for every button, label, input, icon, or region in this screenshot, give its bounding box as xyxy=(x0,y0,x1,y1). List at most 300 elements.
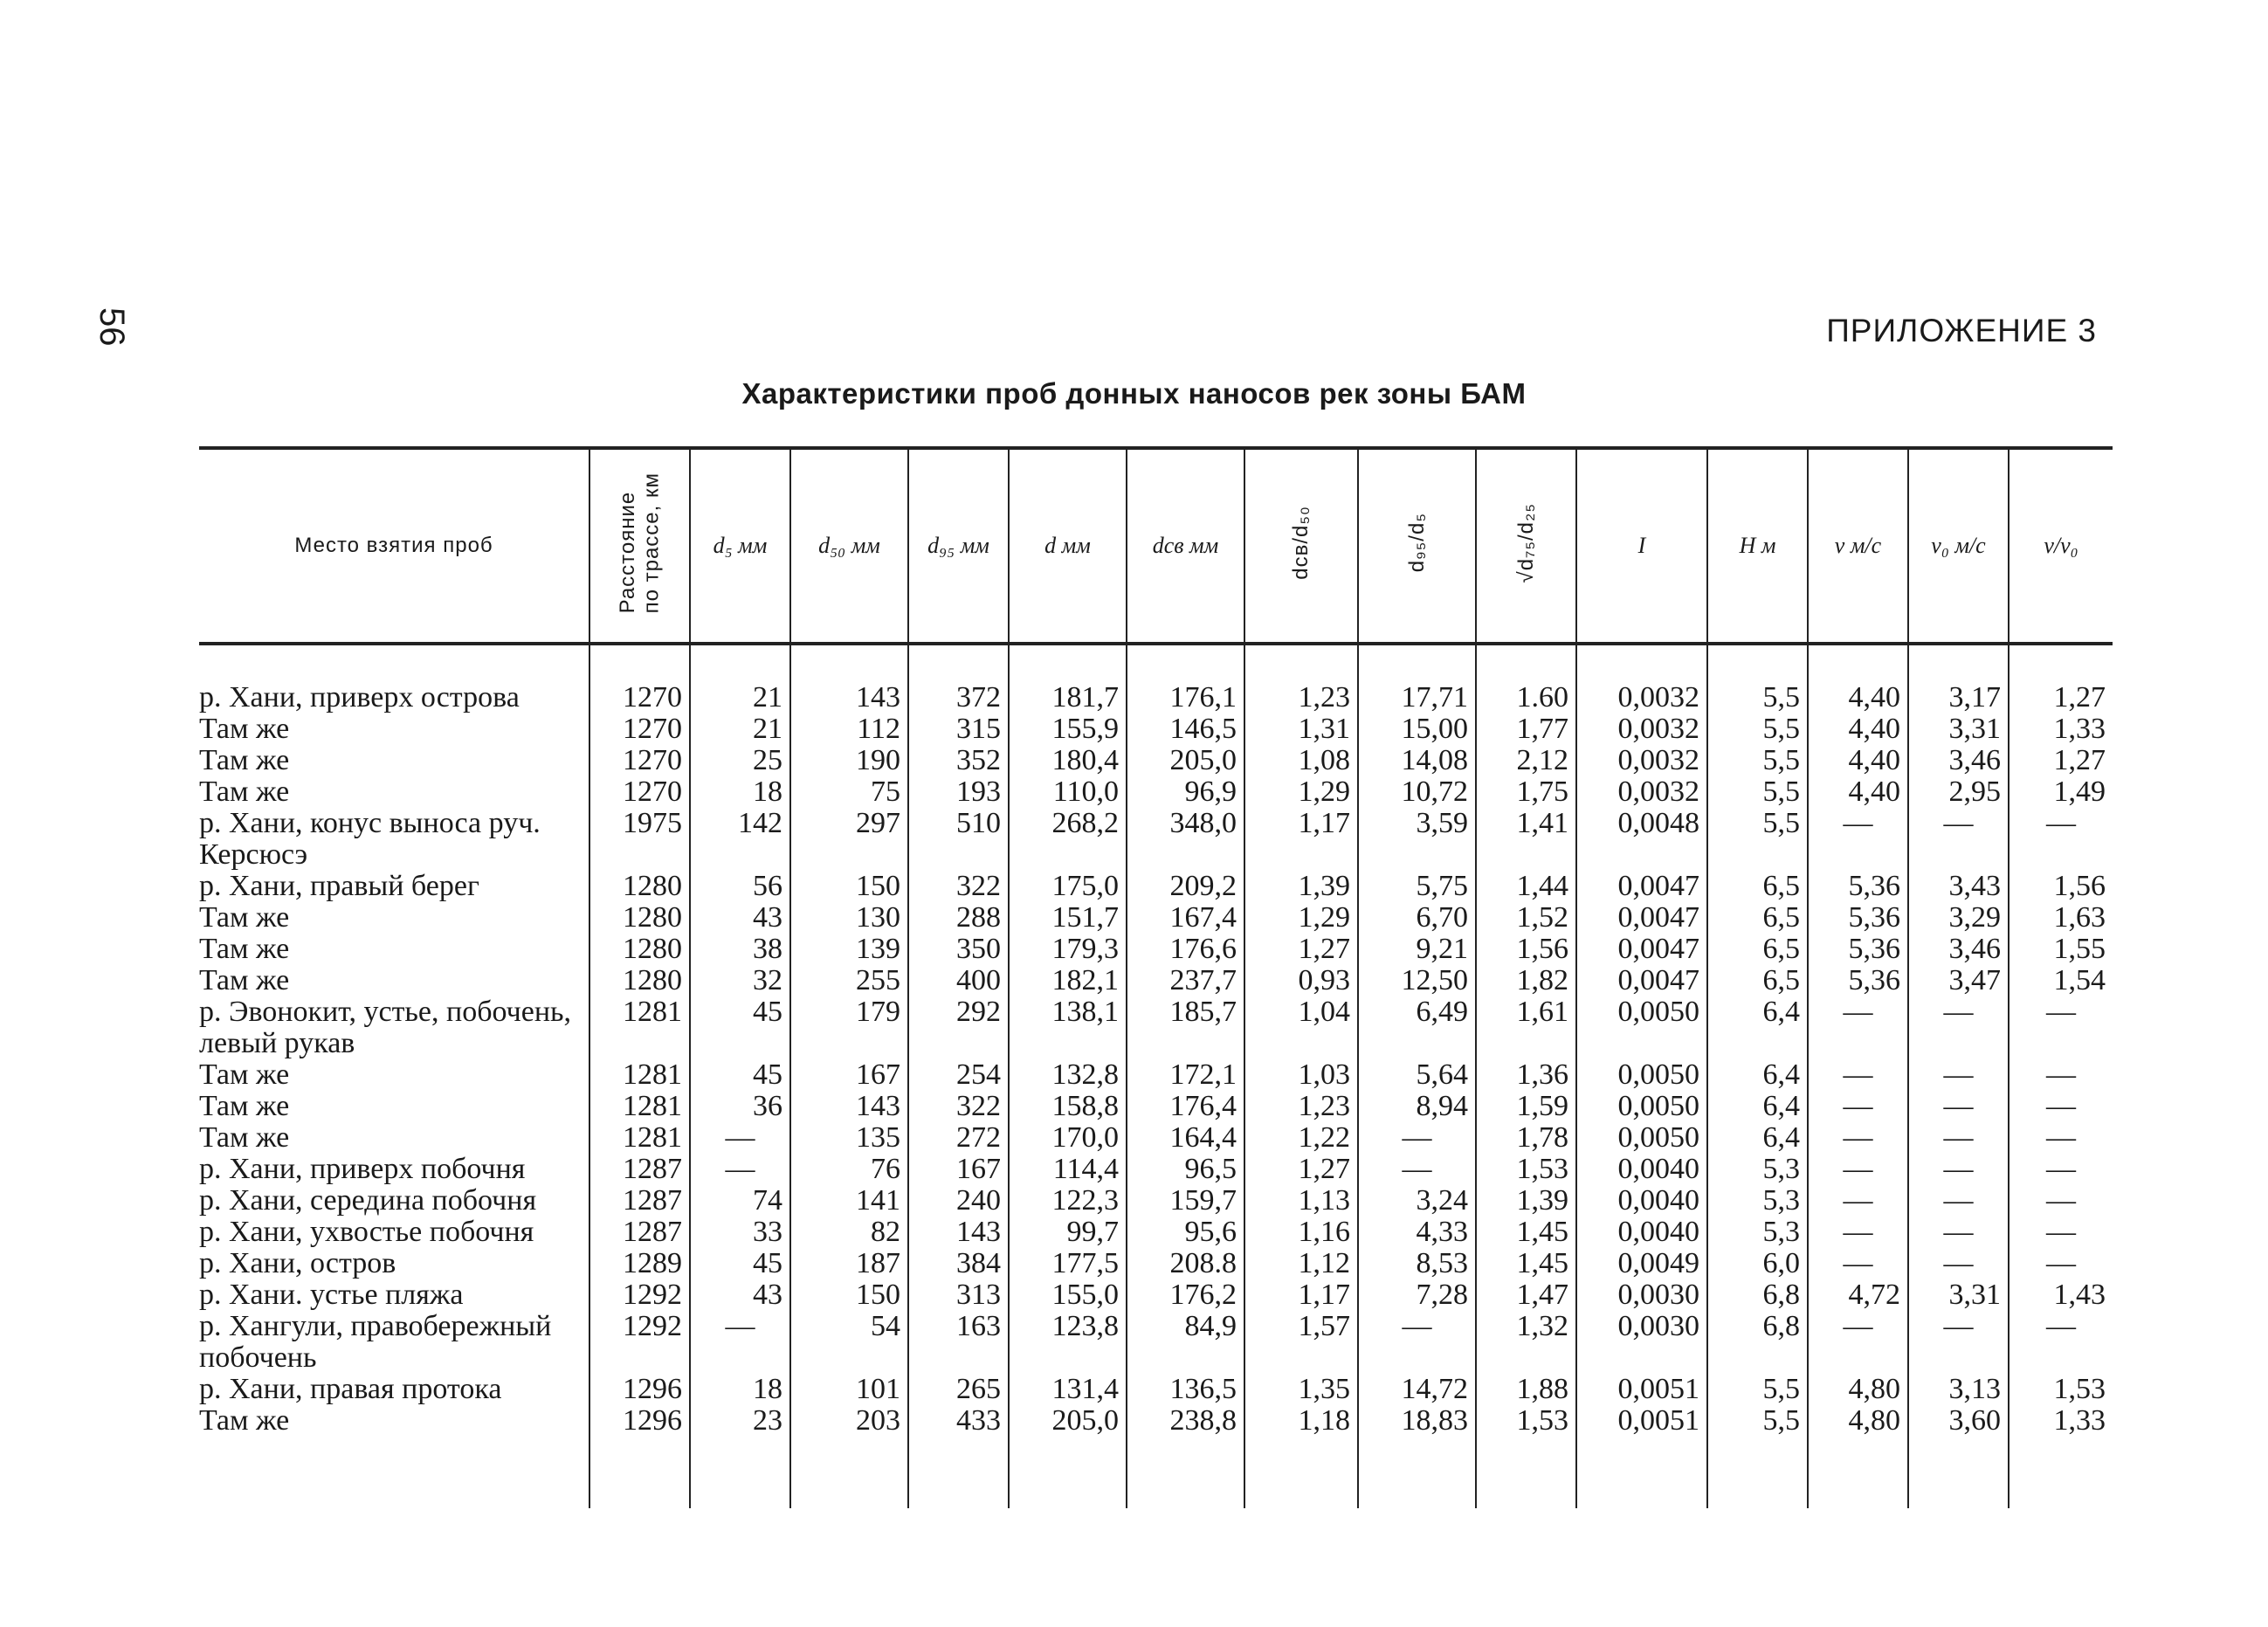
cell-d95: 433 xyxy=(908,1405,1009,1437)
cell-dcv: 172,1 xyxy=(1127,1059,1244,1091)
cell-d95: 384 xyxy=(908,1248,1009,1279)
table-row xyxy=(199,1405,2113,1437)
cell-distance: 1280 xyxy=(589,934,690,965)
spacer-cell xyxy=(1707,644,1808,682)
cell-velocity: 4,40 xyxy=(1808,714,1908,745)
spacer-cell xyxy=(1127,644,1244,682)
cell-velocity: 5,36 xyxy=(1808,871,1908,902)
cell-d5: — xyxy=(690,1154,790,1185)
cell-slope: 0,0032 xyxy=(1576,682,1707,714)
cell-d50: 141 xyxy=(790,1185,908,1217)
cell-velocity0: 3,46 xyxy=(1908,745,2009,776)
cell-d95-d5: 3,59 xyxy=(1358,808,1476,871)
cell-slope: 0,0040 xyxy=(1576,1185,1707,1217)
cell-dcv: 164,4 xyxy=(1127,1122,1244,1154)
spacer-cell xyxy=(2009,644,2113,682)
cell-d5: 43 xyxy=(690,902,790,934)
cell-slope: 0,0032 xyxy=(1576,776,1707,808)
col-d5: d₅ мм xyxy=(690,448,790,644)
cell-sqrt-ratio: 1,59 xyxy=(1476,1091,1576,1122)
cell-velocity-ratio: 1,54 xyxy=(2009,965,2113,996)
cell-sqrt-ratio: 1,53 xyxy=(1476,1405,1576,1437)
cell-velocity: 5,36 xyxy=(1808,934,1908,965)
cell-depth: 6,5 xyxy=(1707,965,1808,996)
cell-distance: 1296 xyxy=(589,1374,690,1405)
table-title: Характеристики проб донных наносов рек зоны БАМ xyxy=(741,377,1527,410)
cell-dcv: 237,7 xyxy=(1127,965,1244,996)
cell-distance: 1287 xyxy=(589,1185,690,1217)
cell-d95: 322 xyxy=(908,1091,1009,1122)
cell-d95-d5: 10,72 xyxy=(1358,776,1476,808)
cell-slope: 0,0050 xyxy=(1576,1122,1707,1154)
cell-place: Там же xyxy=(199,744,290,776)
cell-dcv-d50: 1,08 xyxy=(1244,745,1358,776)
sediment-table xyxy=(199,446,2113,1508)
cell-velocity-ratio: 1,55 xyxy=(2009,934,2113,965)
cell-slope: 0,0051 xyxy=(1576,1374,1707,1405)
cell-velocity: — xyxy=(1808,1217,1908,1248)
cell-depth: 6,5 xyxy=(1707,934,1808,965)
cell-d95: 265 xyxy=(908,1374,1009,1405)
cell-velocity0: 3,47 xyxy=(1908,965,2009,996)
table-row xyxy=(199,902,2113,934)
cell-sqrt-ratio: 1,39 xyxy=(1476,1185,1576,1217)
cell-slope: 0,0050 xyxy=(1576,1059,1707,1091)
cell-dcv-d50: 1,29 xyxy=(1244,902,1358,934)
cell-sqrt-ratio: 2,12 xyxy=(1476,745,1576,776)
cell-d: 151,7 xyxy=(1009,902,1127,934)
cell-depth: 5,5 xyxy=(1707,776,1808,808)
cell-velocity: 5,36 xyxy=(1808,902,1908,934)
cell-dcv: 84,9 xyxy=(1127,1311,1244,1374)
cell-d5: 18 xyxy=(690,776,790,808)
spacer-cell xyxy=(589,1437,690,1508)
col-dcv-d50: dсв/d₅₀ xyxy=(1244,448,1358,644)
cell-sqrt-ratio: 1,44 xyxy=(1476,871,1576,902)
cell-d: 122,3 xyxy=(1009,1185,1127,1217)
table-row xyxy=(199,934,2113,965)
cell-velocity-ratio: — xyxy=(2009,1248,2113,1279)
cell-velocity-ratio: — xyxy=(2009,1154,2113,1185)
cell-place: Там же xyxy=(199,1404,290,1437)
spacer-cell xyxy=(1908,1437,2009,1508)
cell-distance: 1281 xyxy=(589,1091,690,1122)
cell-d50: 75 xyxy=(790,776,908,808)
spacer-cell xyxy=(790,644,908,682)
cell-d5: 36 xyxy=(690,1091,790,1122)
cell-d5: 45 xyxy=(690,1059,790,1091)
cell-distance: 1280 xyxy=(589,965,690,996)
cell-d5: 74 xyxy=(690,1185,790,1217)
cell-velocity0: 3,43 xyxy=(1908,871,2009,902)
cell-velocity-ratio: — xyxy=(2009,808,2113,871)
col-sqrt-ratio: √d₇₅/d₂₅ xyxy=(1476,448,1576,644)
cell-sqrt-ratio: 1,45 xyxy=(1476,1248,1576,1279)
cell-d95: 143 xyxy=(908,1217,1009,1248)
cell-slope: 0,0047 xyxy=(1576,965,1707,996)
cell-d95-d5: 14,72 xyxy=(1358,1374,1476,1405)
cell-d50: 130 xyxy=(790,902,908,934)
cell-place: Там же xyxy=(199,1058,290,1091)
cell-velocity0: — xyxy=(1908,1059,2009,1091)
cell-distance: 1270 xyxy=(589,776,690,808)
cell-slope: 0,0030 xyxy=(1576,1279,1707,1311)
col-slope: I xyxy=(1576,448,1707,644)
cell-place: р. Хани, правый берег xyxy=(199,870,479,902)
cell-d: 110,0 xyxy=(1009,776,1127,808)
cell-velocity-ratio: 1,63 xyxy=(2009,902,2113,934)
cell-d95: 193 xyxy=(908,776,1009,808)
cell-d50: 179 xyxy=(790,996,908,1059)
cell-velocity: 4,40 xyxy=(1808,776,1908,808)
cell-depth: 5,5 xyxy=(1707,1374,1808,1405)
cell-dcv-d50: 1,35 xyxy=(1244,1374,1358,1405)
cell-velocity-ratio: 1,43 xyxy=(2009,1279,2113,1311)
cell-d95-d5: 8,53 xyxy=(1358,1248,1476,1279)
cell-d95-d5: 3,24 xyxy=(1358,1185,1476,1217)
table-body xyxy=(199,644,2113,1508)
cell-d95-d5: — xyxy=(1358,1311,1476,1374)
cell-d95: 313 xyxy=(908,1279,1009,1311)
cell-d50: 54 xyxy=(790,1311,908,1374)
cell-d5: 43 xyxy=(690,1279,790,1311)
cell-depth: 5,5 xyxy=(1707,1405,1808,1437)
table-row xyxy=(199,745,2113,776)
cell-d95: 272 xyxy=(908,1122,1009,1154)
cell-velocity0: 2,95 xyxy=(1908,776,2009,808)
cell-distance: 1270 xyxy=(589,745,690,776)
cell-dcv-d50: 1,13 xyxy=(1244,1185,1358,1217)
table-row xyxy=(199,808,2113,871)
cell-d5: 25 xyxy=(690,745,790,776)
cell-d95: 240 xyxy=(908,1185,1009,1217)
cell-velocity-ratio: 1,56 xyxy=(2009,871,2113,902)
spacer-cell xyxy=(908,644,1009,682)
cell-dcv-d50: 1,27 xyxy=(1244,1154,1358,1185)
cell-slope: 0,0050 xyxy=(1576,996,1707,1059)
col-d95: d₉₅ мм xyxy=(908,448,1009,644)
cell-dcv: 136,5 xyxy=(1127,1374,1244,1405)
table-row xyxy=(199,1248,2113,1279)
table-row xyxy=(199,1279,2113,1311)
spacer-cell xyxy=(1476,1437,1576,1508)
cell-d: 155,0 xyxy=(1009,1279,1127,1311)
cell-dcv: 159,7 xyxy=(1127,1185,1244,1217)
cell-d5: 21 xyxy=(690,714,790,745)
cell-d: 138,1 xyxy=(1009,996,1127,1059)
cell-dcv-d50: 1,23 xyxy=(1244,682,1358,714)
cell-depth: 6,4 xyxy=(1707,1091,1808,1122)
cell-dcv: 185,7 xyxy=(1127,996,1244,1059)
cell-velocity-ratio: 1,49 xyxy=(2009,776,2113,808)
cell-velocity: — xyxy=(1808,1154,1908,1185)
cell-d50: 203 xyxy=(790,1405,908,1437)
cell-d50: 101 xyxy=(790,1374,908,1405)
col-depth: H м xyxy=(1707,448,1808,644)
table-row xyxy=(199,1059,2113,1091)
cell-distance: 1270 xyxy=(589,682,690,714)
cell-d5: 21 xyxy=(690,682,790,714)
cell-depth: 6,4 xyxy=(1707,1059,1808,1091)
cell-slope: 0,0051 xyxy=(1576,1405,1707,1437)
header-row xyxy=(199,448,2113,644)
cell-velocity: — xyxy=(1808,1122,1908,1154)
cell-d95-d5: 6,49 xyxy=(1358,996,1476,1059)
cell-velocity-ratio: — xyxy=(2009,1217,2113,1248)
cell-slope: 0,0040 xyxy=(1576,1154,1707,1185)
cell-sqrt-ratio: 1,47 xyxy=(1476,1279,1576,1311)
cell-d: 114,4 xyxy=(1009,1154,1127,1185)
cell-velocity0: — xyxy=(1908,808,2009,871)
cell-dcv: 96,9 xyxy=(1127,776,1244,808)
cell-d95: 352 xyxy=(908,745,1009,776)
cell-place: р. Хангули, правобережный побочень xyxy=(199,1310,552,1374)
cell-d5: 32 xyxy=(690,965,790,996)
cell-sqrt-ratio: 1,82 xyxy=(1476,965,1576,996)
cell-d5: 23 xyxy=(690,1405,790,1437)
cell-velocity-ratio: 1,27 xyxy=(2009,745,2113,776)
cell-dcv-d50: 1,57 xyxy=(1244,1311,1358,1374)
cell-sqrt-ratio: 1,41 xyxy=(1476,808,1576,871)
cell-velocity-ratio: 1,27 xyxy=(2009,682,2113,714)
table-row xyxy=(199,996,2113,1059)
cell-d95: 292 xyxy=(908,996,1009,1059)
cell-dcv-d50: 1,16 xyxy=(1244,1217,1358,1248)
cell-depth: 6,0 xyxy=(1707,1248,1808,1279)
cell-place: р. Хани, приверх побочня xyxy=(199,1153,526,1185)
cell-d50: 76 xyxy=(790,1154,908,1185)
cell-velocity: — xyxy=(1808,996,1908,1059)
cell-depth: 5,5 xyxy=(1707,682,1808,714)
table-row xyxy=(199,1154,2113,1185)
cell-velocity: 4,40 xyxy=(1808,682,1908,714)
cell-velocity: — xyxy=(1808,1185,1908,1217)
cell-d95: 400 xyxy=(908,965,1009,996)
cell-velocity-ratio: 1,53 xyxy=(2009,1374,2113,1405)
cell-dcv-d50: 1,22 xyxy=(1244,1122,1358,1154)
cell-dcv-d50: 1,23 xyxy=(1244,1091,1358,1122)
cell-depth: 5,5 xyxy=(1707,745,1808,776)
cell-d: 205,0 xyxy=(1009,1405,1127,1437)
cell-d50: 135 xyxy=(790,1122,908,1154)
cell-distance: 1292 xyxy=(589,1311,690,1374)
cell-dcv-d50: 1,27 xyxy=(1244,934,1358,965)
cell-dcv-d50: 1,17 xyxy=(1244,808,1358,871)
cell-d95-d5: 9,21 xyxy=(1358,934,1476,965)
cell-d50: 112 xyxy=(790,714,908,745)
cell-d5: 142 xyxy=(690,808,790,871)
cell-place: р. Хани, приверх острова xyxy=(199,681,520,714)
spacer-cell xyxy=(1808,1437,1908,1508)
cell-d5: 56 xyxy=(690,871,790,902)
spacer-cell xyxy=(1009,644,1127,682)
table-row xyxy=(199,965,2113,996)
cell-velocity0: 3,31 xyxy=(1908,1279,2009,1311)
cell-depth: 6,4 xyxy=(1707,1122,1808,1154)
cell-distance: 1281 xyxy=(589,1122,690,1154)
cell-dcv: 348,0 xyxy=(1127,808,1244,871)
cell-slope: 0,0048 xyxy=(1576,808,1707,871)
spacer-cell xyxy=(199,1437,589,1508)
cell-d: 99,7 xyxy=(1009,1217,1127,1248)
cell-dcv-d50: 1,29 xyxy=(1244,776,1358,808)
col-velocity: v м/с xyxy=(1808,448,1908,644)
col-place: Место взятия проб xyxy=(199,448,589,644)
table-row xyxy=(199,1091,2113,1122)
cell-d: 170,0 xyxy=(1009,1122,1127,1154)
cell-d50: 190 xyxy=(790,745,908,776)
spacer-cell xyxy=(2009,1437,2113,1508)
cell-d95: 288 xyxy=(908,902,1009,934)
cell-distance: 1281 xyxy=(589,1059,690,1091)
cell-velocity: 4,80 xyxy=(1808,1374,1908,1405)
cell-velocity0: 3,31 xyxy=(1908,714,2009,745)
cell-dcv: 208.8 xyxy=(1127,1248,1244,1279)
cell-dcv: 95,6 xyxy=(1127,1217,1244,1248)
sediment-table-wrap xyxy=(199,446,2106,1590)
cell-dcv: 167,4 xyxy=(1127,902,1244,934)
cell-d50: 297 xyxy=(790,808,908,871)
cell-d5: 38 xyxy=(690,934,790,965)
cell-depth: 6,8 xyxy=(1707,1311,1808,1374)
cell-place: р. Хани. устье пляжа xyxy=(199,1279,464,1311)
cell-velocity0: 3,17 xyxy=(1908,682,2009,714)
cell-d95-d5: 4,33 xyxy=(1358,1217,1476,1248)
cell-distance: 1281 xyxy=(589,996,690,1059)
cell-place: р. Хани, правая протока xyxy=(199,1373,502,1405)
cell-dcv: 176,4 xyxy=(1127,1091,1244,1122)
cell-d5: — xyxy=(690,1311,790,1374)
col-velocity0: v₀ м/с xyxy=(1908,448,2009,644)
table-row xyxy=(199,871,2113,902)
cell-slope: 0,0032 xyxy=(1576,745,1707,776)
spacer-cell xyxy=(690,644,790,682)
cell-d: 179,3 xyxy=(1009,934,1127,965)
spacer-cell xyxy=(790,1437,908,1508)
cell-distance: 1292 xyxy=(589,1279,690,1311)
cell-place: Там же xyxy=(199,776,290,808)
cell-d95-d5: 15,00 xyxy=(1358,714,1476,745)
cell-place: Там же xyxy=(199,901,290,934)
cell-place: Там же xyxy=(199,713,290,745)
cell-dcv: 176,1 xyxy=(1127,682,1244,714)
cell-velocity0: — xyxy=(1908,1091,2009,1122)
cell-d95: 350 xyxy=(908,934,1009,965)
spacer-cell xyxy=(908,1437,1009,1508)
cell-velocity-ratio: 1,33 xyxy=(2009,1405,2113,1437)
cell-velocity: — xyxy=(1808,1248,1908,1279)
cell-d50: 255 xyxy=(790,965,908,996)
cell-distance: 1975 xyxy=(589,808,690,871)
cell-velocity: — xyxy=(1808,1091,1908,1122)
spacer-row xyxy=(199,1437,2113,1508)
cell-depth: 6,8 xyxy=(1707,1279,1808,1311)
cell-d: 158,8 xyxy=(1009,1091,1127,1122)
cell-place: р. Хани, остров xyxy=(199,1247,396,1279)
spacer-cell xyxy=(1244,644,1358,682)
cell-d95: 322 xyxy=(908,871,1009,902)
cell-sqrt-ratio: 1,32 xyxy=(1476,1311,1576,1374)
cell-d50: 150 xyxy=(790,1279,908,1311)
cell-dcv-d50: 1,03 xyxy=(1244,1059,1358,1091)
cell-slope: 0,0050 xyxy=(1576,1091,1707,1122)
spacer-cell xyxy=(1576,644,1707,682)
cell-velocity: 4,72 xyxy=(1808,1279,1908,1311)
spacer-cell xyxy=(1808,644,1908,682)
cell-d: 182,1 xyxy=(1009,965,1127,996)
cell-dcv-d50: 1,31 xyxy=(1244,714,1358,745)
spacer-cell xyxy=(199,644,589,682)
cell-d5: 45 xyxy=(690,1248,790,1279)
cell-dcv-d50: 0,93 xyxy=(1244,965,1358,996)
cell-depth: 5,5 xyxy=(1707,808,1808,871)
cell-place: Там же xyxy=(199,1090,290,1122)
cell-sqrt-ratio: 1,36 xyxy=(1476,1059,1576,1091)
cell-velocity-ratio: — xyxy=(2009,1311,2113,1374)
cell-d: 123,8 xyxy=(1009,1311,1127,1374)
spacer-cell xyxy=(1009,1437,1127,1508)
col-d: d мм xyxy=(1009,448,1127,644)
cell-d95-d5: 5,64 xyxy=(1358,1059,1476,1091)
cell-d95-d5: 18,83 xyxy=(1358,1405,1476,1437)
table-row xyxy=(199,682,2113,714)
cell-distance: 1280 xyxy=(589,871,690,902)
cell-d50: 143 xyxy=(790,1091,908,1122)
cell-velocity: 5,36 xyxy=(1808,965,1908,996)
spacer-cell xyxy=(1127,1437,1244,1508)
cell-place: Там же xyxy=(199,933,290,965)
cell-velocity-ratio: — xyxy=(2009,1091,2113,1122)
cell-d50: 143 xyxy=(790,682,908,714)
cell-d: 175,0 xyxy=(1009,871,1127,902)
col-dcv: dсв мм xyxy=(1127,448,1244,644)
cell-depth: 6,5 xyxy=(1707,902,1808,934)
cell-slope: 0,0047 xyxy=(1576,902,1707,934)
table-row xyxy=(199,1122,2113,1154)
spacer-cell xyxy=(1358,644,1476,682)
cell-sqrt-ratio: 1,61 xyxy=(1476,996,1576,1059)
cell-velocity0: 3,13 xyxy=(1908,1374,2009,1405)
col-d95-d5: d₉₅/d₅ xyxy=(1358,448,1476,644)
cell-distance: 1287 xyxy=(589,1154,690,1185)
table-row xyxy=(199,1374,2113,1405)
cell-d95-d5: 14,08 xyxy=(1358,745,1476,776)
cell-dcv-d50: 1,18 xyxy=(1244,1405,1358,1437)
cell-velocity0: — xyxy=(1908,1122,2009,1154)
cell-velocity-ratio: — xyxy=(2009,1122,2113,1154)
cell-d50: 82 xyxy=(790,1217,908,1248)
cell-velocity0: — xyxy=(1908,996,2009,1059)
cell-d: 181,7 xyxy=(1009,682,1127,714)
cell-dcv: 176,2 xyxy=(1127,1279,1244,1311)
table-row xyxy=(199,714,2113,745)
cell-sqrt-ratio: 1,78 xyxy=(1476,1122,1576,1154)
table-row xyxy=(199,776,2113,808)
cell-velocity0: — xyxy=(1908,1185,2009,1217)
spacer-cell xyxy=(690,1437,790,1508)
cell-distance: 1287 xyxy=(589,1217,690,1248)
spacer-row xyxy=(199,644,2113,682)
cell-depth: 5,5 xyxy=(1707,714,1808,745)
cell-d95-d5: — xyxy=(1358,1154,1476,1185)
cell-velocity0: — xyxy=(1908,1217,2009,1248)
cell-place: Там же xyxy=(199,1121,290,1154)
cell-velocity0: 3,46 xyxy=(1908,934,2009,965)
cell-sqrt-ratio: 1,52 xyxy=(1476,902,1576,934)
cell-sqrt-ratio: 1.60 xyxy=(1476,682,1576,714)
cell-dcv-d50: 1,04 xyxy=(1244,996,1358,1059)
cell-distance: 1270 xyxy=(589,714,690,745)
